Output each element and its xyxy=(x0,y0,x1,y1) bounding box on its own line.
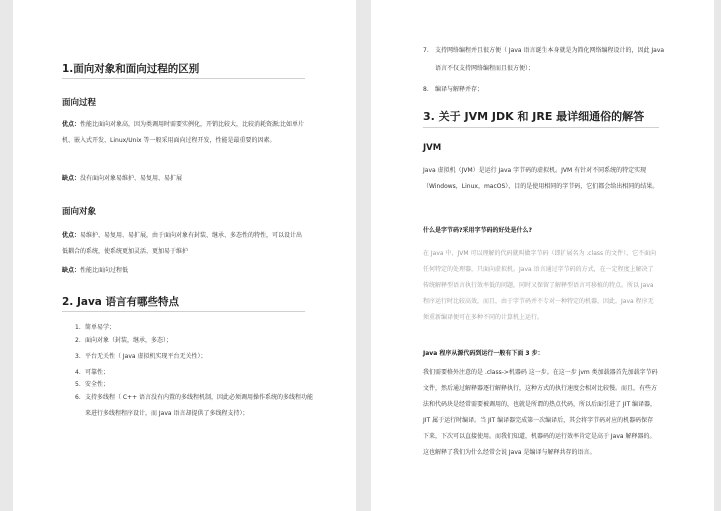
cons-label: 缺点： xyxy=(62,267,81,274)
procedural-pros xyxy=(62,117,307,149)
question-steps: Java 程序从源代码到运行一般有下面 3 步： xyxy=(423,350,544,357)
heading-oop: 面向对象 xyxy=(62,207,97,217)
list-item: 4. 可靠性； xyxy=(75,369,110,376)
section-title-2: 2. Java 语言有哪些特点 xyxy=(62,296,180,308)
pros-text: 易维护、易复用、易扩展，由于面向对象有封装、继承、多态性的特性，可以设计出低耦合的系统，使系统更加灵活、更加易于维护 xyxy=(62,232,303,255)
heading-procedural: 面向过程 xyxy=(62,98,97,108)
cons-text: 没有面向对象易维护、易复用、易扩展 xyxy=(80,175,183,182)
question-bytecode: 什么是字节码?采用字节码的好处是什么? xyxy=(423,227,532,234)
cons-label: 缺点： xyxy=(62,175,81,182)
list-item: 6. 支持多线程（ C++ 语言没有内置的多线程机制，因此必须调用操作系统的多线程功能来进行多线程程序设计，而 Java 语言却提供了多线程支持）； xyxy=(75,394,314,417)
heading-jvm: JVM xyxy=(423,143,442,153)
section-title-3: 3. 关于 JVM JDK 和 JRE 最详细通俗的解答 xyxy=(423,110,645,123)
bytecode-explanation: 在 Java 中，JVM 可以理解的代码就叫做字节码（即扩展名为 .class 的文件），它不面向任何特定的处理器，只面向虚拟机。Java 语言通过字节码的方式，在一定程度上解决了传统解释型语言执行效率低的问题，同时又保留了解释型语言可移植的特点。所以 Java 程序运行时比较高效，而且，由于字节码并不专对一种特定的机器，因此，Java 程序无须重新编译便可在多种不同的计算机上运行。 xyxy=(423,250,657,321)
list-item: 7. 支持网络编程并且很方便（ Java 语言诞生本身就是为简化网络编程设计的，因此 Java 语言不仅支持网络编程而且很方便）； xyxy=(423,47,665,72)
page-gap xyxy=(356,0,371,511)
steps-explanation: 我们需要格外注意的是 .class->机器码 这一步。在这一步 jvm 类加载器首先加载字节码文件，然后通过解释器逐行解释执行，这种方式的执行速度会相对比较慢。而且，有些方法和代码块是经常需要被调用的，也就是所谓的热点代码，所以后面引进了 JIT 编译器，JIT 属于运行时编译。当 JIT 编译器完成第一次编译后，其会将字节码对应的机器码保存下来，下次可以直接使用。而我们知道，机器码的运行效率肯定是高于 Java 解释器的。这也解释了我们为什么经常会说 Java 是编译与解释共存的语言。 xyxy=(423,369,658,456)
section-title-1: 1.面向对象和面向过程的区别 xyxy=(62,63,200,75)
document-page-left xyxy=(13,0,356,511)
list-item: 8. 编译与解释并存； xyxy=(423,86,484,93)
jvm-description: Java 虚拟机（JVM）是运行 Java 字节码的虚拟机。JVM 有针对不同系统的特定实现（Windows，Linux，macOS），目的是使用相同的字节码，它们都会给出相同的结果。 xyxy=(423,167,659,190)
list-item: 5. 安全性； xyxy=(75,381,110,388)
list-item: 2. 面向对象（封装，继承，多态）； xyxy=(75,337,173,344)
oop-cons xyxy=(62,263,307,279)
pros-text: 性能比面向对象高，因为类调用时需要实例化，开销比较大，比较消耗资源;比如单片机、嵌入式开发、Linux/Unix 等一般采用面向过程开发，性能是最重要的因素。 xyxy=(62,121,305,144)
oop-pros xyxy=(62,228,307,260)
list-item: 1. 简单易学； xyxy=(75,324,116,331)
section-rule xyxy=(62,78,305,79)
document-page-right xyxy=(371,0,714,511)
list-item: 3. 平台无关性（ Java 虚拟机实现平台无关性）； xyxy=(75,353,207,360)
pros-label: 优点： xyxy=(62,121,81,128)
section-rule xyxy=(423,127,659,128)
section-rule xyxy=(62,311,305,312)
procedural-cons xyxy=(62,171,307,187)
pros-label: 优点： xyxy=(62,232,81,239)
cons-text: 性能比面向过程低 xyxy=(80,267,129,274)
